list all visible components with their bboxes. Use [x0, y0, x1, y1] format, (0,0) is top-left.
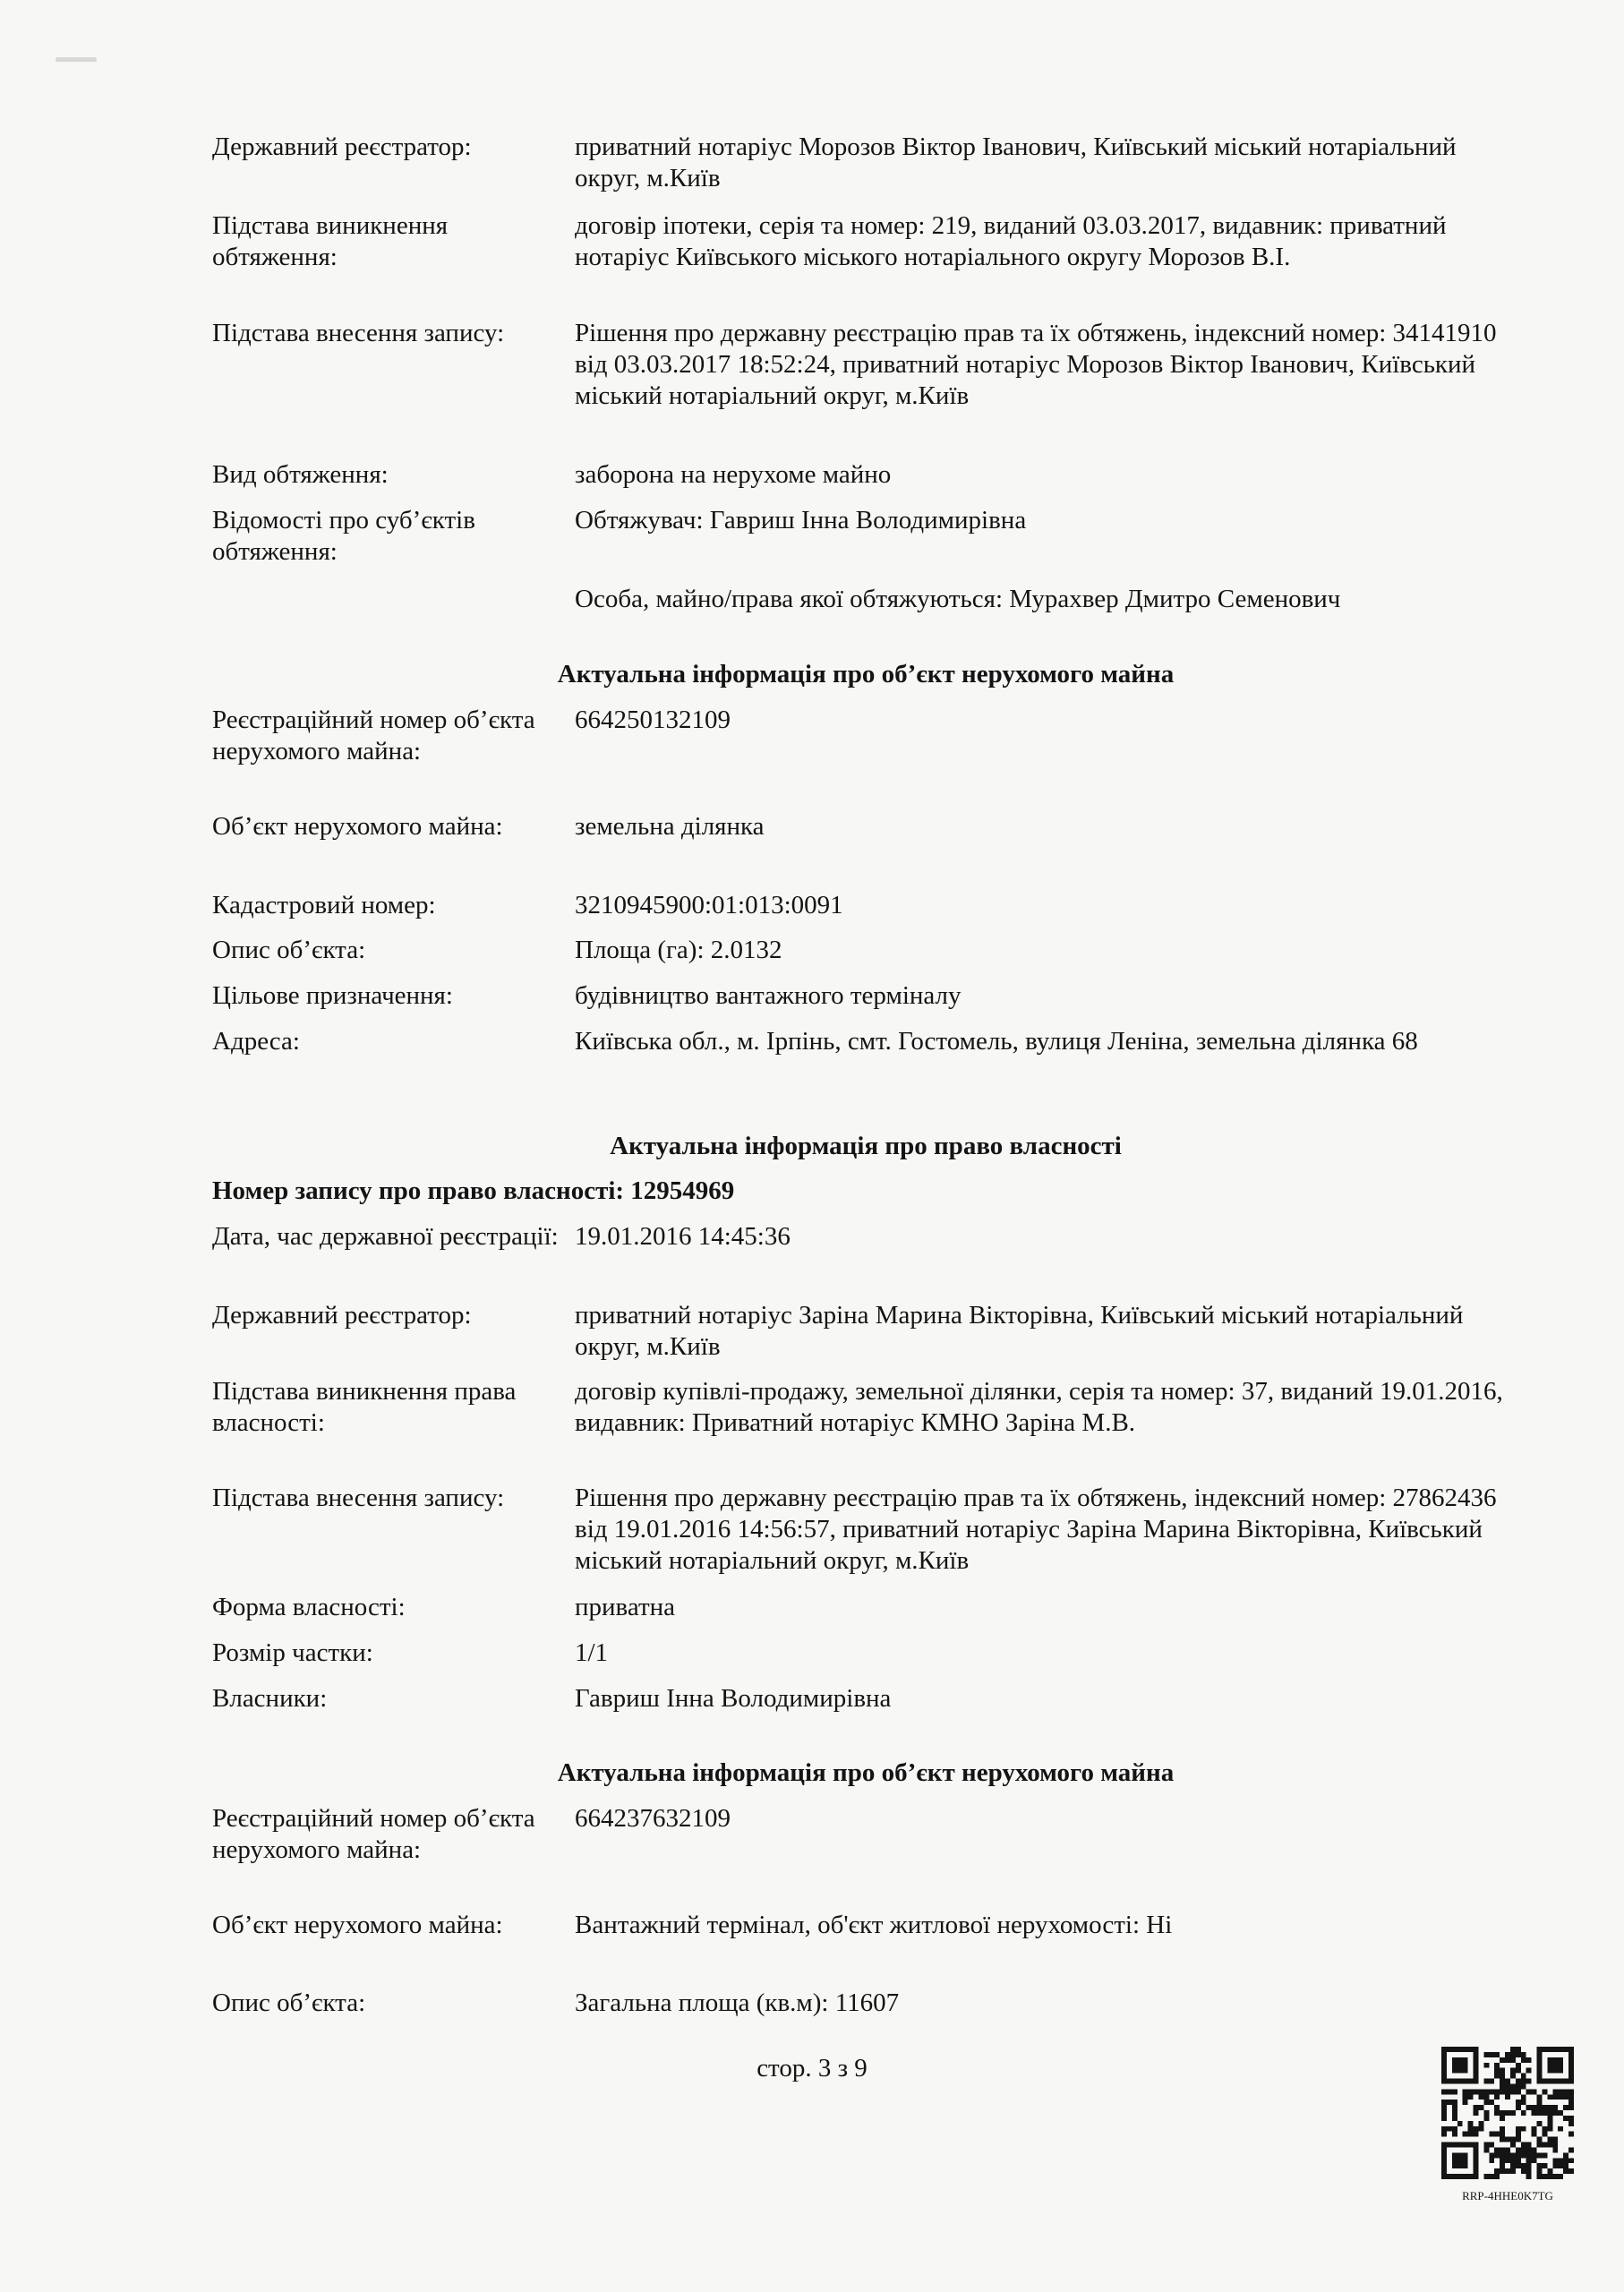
- field-value: Рішення про державну реєстрацію прав та їх обтяжень, індексний номер: 34141910 від 03.03.2017 18:52:24, приватний нотаріус Морозов Віктор Іванович, Київський міський нотаріальний округ, м.Київ: [575, 319, 1497, 410]
- field-row-object-description: [212, 935, 1519, 966]
- field-row-registrar: [212, 132, 1519, 194]
- field-value: Вантажний термінал, об'єкт житлової нерухомості: Ні: [575, 1911, 1173, 1939]
- ownership-record-number: Номер запису про право власності: 12954969: [212, 1176, 735, 1205]
- field-label: Дата, час державної реєстрації:: [212, 1222, 559, 1251]
- field-label: Реєстраційний номер об’єкта нерухомого майна:: [212, 706, 535, 765]
- field-value: приватний нотаріус Морозов Віктор Іванович, Київський міський нотаріальний округ, м.Київ: [575, 133, 1457, 192]
- field-value: Особа, майно/права якої обтяжуються: Мурахвер Дмитро Семенович: [575, 585, 1341, 613]
- field-value: 19.01.2016 14:45:36: [575, 1222, 791, 1251]
- field-value: Гавриш Інна Володимирівна: [575, 1684, 892, 1713]
- field-row-encumbrance-basis: [212, 210, 1519, 273]
- section-heading-object: Актуальна інформація про об’єкт нерухомого майна: [557, 660, 1175, 688]
- field-row-address: [212, 1026, 1519, 1057]
- field-row-encumbrance-type: [212, 459, 1519, 491]
- field-label: Форма власності:: [212, 1593, 406, 1621]
- field-label: Підстава виникнення права власності:: [212, 1377, 517, 1437]
- field-label: Адреса:: [212, 1027, 300, 1056]
- field-label: Цільове призначення:: [212, 981, 453, 1010]
- field-row-registration-number: [212, 1803, 1519, 1866]
- page-number: стор. 3 з 9: [756, 2054, 868, 2082]
- field-value: приватна: [575, 1593, 676, 1621]
- field-row-registration-date: [212, 1221, 1519, 1253]
- field-value: Площа (га): 2.0132: [575, 936, 782, 964]
- field-row-share-size: [212, 1638, 1519, 1669]
- field-value: договір купівлі-продажу, земельної ділянки, серія та номер: 37, виданий 19.01.2016, видавник: Приватний нотаріус КМНО Заріна М.В.: [575, 1377, 1503, 1437]
- field-row-owners: [212, 1683, 1519, 1715]
- scan-smudge: [56, 57, 97, 62]
- field-value: приватний нотаріус Заріна Марина Вікторівна, Київський міський нотаріальний округ, м.Київ: [575, 1301, 1464, 1361]
- field-value: земельна ділянка: [575, 812, 765, 841]
- field-label: [212, 584, 575, 615]
- field-value: договір іпотеки, серія та номер: 219, виданий 03.03.2017, видавник: приватний нотаріус Київського міського нотаріального округу Морозов В.І.: [575, 211, 1447, 271]
- field-label: Підстава виникнення обтяження:: [212, 211, 449, 271]
- field-label: Опис об’єкта:: [212, 936, 366, 964]
- field-label: Державний реєстратор:: [212, 133, 472, 161]
- field-label: Об’єкт нерухомого майна:: [212, 1911, 503, 1939]
- qr-code-icon: [1441, 2047, 1574, 2179]
- field-label: Опис об’єкта:: [212, 1988, 366, 2017]
- field-row-entry-basis: [212, 318, 1519, 412]
- field-value: заборона на нерухоме майно: [575, 460, 892, 489]
- document-code: RRP-4HHE0K7TG: [1462, 2189, 1553, 2202]
- field-label: Відомості про суб’єктів обтяження:: [212, 506, 475, 566]
- field-label: Державний реєстратор:: [212, 1301, 472, 1330]
- field-row-object-type: [212, 1910, 1519, 1941]
- field-label: Розмір частки:: [212, 1638, 373, 1667]
- field-row-ownership-form: [212, 1592, 1519, 1623]
- field-value: 664250132109: [575, 706, 731, 734]
- field-label: Реєстраційний номер об’єкта нерухомого майна:: [212, 1804, 535, 1864]
- field-value: Обтяжувач: Гавриш Інна Володимирівна: [575, 506, 1027, 535]
- field-row-encumbered-person: [212, 584, 1519, 615]
- field-value: Рішення про державну реєстрацію прав та їх обтяжень, індексний номер: 27862436 від 19.01.2016 14:56:57, приватний нотаріус Заріна Марина Вікторівна, Київський міський нотаріальний округ, м.Київ: [575, 1484, 1497, 1575]
- field-row-cadastral-number: [212, 890, 1519, 921]
- field-label: Підстава внесення запису:: [212, 319, 505, 347]
- field-row-entry-basis: [212, 1483, 1519, 1577]
- field-value: Загальна площа (кв.м): 11607: [575, 1988, 900, 2017]
- field-label: Об’єкт нерухомого майна:: [212, 812, 503, 841]
- field-row-object-description: [212, 1988, 1519, 2019]
- field-value: Київська обл., м. Ірпінь, смт. Гостомель, вулиця Леніна, земельна ділянка 68: [575, 1027, 1418, 1056]
- field-value: будівництво вантажного терміналу: [575, 981, 962, 1010]
- field-row-registrar: [212, 1300, 1519, 1363]
- field-row-object-type: [212, 811, 1519, 842]
- field-label: Вид обтяження:: [212, 460, 389, 489]
- section-heading-ownership: Актуальна інформація про право власності: [610, 1132, 1122, 1160]
- field-value: 3210945900:01:013:0091: [575, 891, 843, 919]
- field-value: 1/1: [575, 1638, 609, 1667]
- field-row-purpose: [212, 980, 1519, 1012]
- field-label: Кадастровий номер:: [212, 891, 436, 919]
- field-label: Власники:: [212, 1684, 328, 1713]
- field-value: 664237632109: [575, 1804, 731, 1833]
- field-row-ownership-basis: [212, 1376, 1519, 1439]
- field-row-encumbrance-subjects: [212, 505, 1519, 568]
- field-row-registration-number: [212, 705, 1519, 767]
- field-label: Підстава внесення запису:: [212, 1484, 505, 1512]
- section-heading-object: Актуальна інформація про об’єкт нерухомого майна: [557, 1758, 1175, 1787]
